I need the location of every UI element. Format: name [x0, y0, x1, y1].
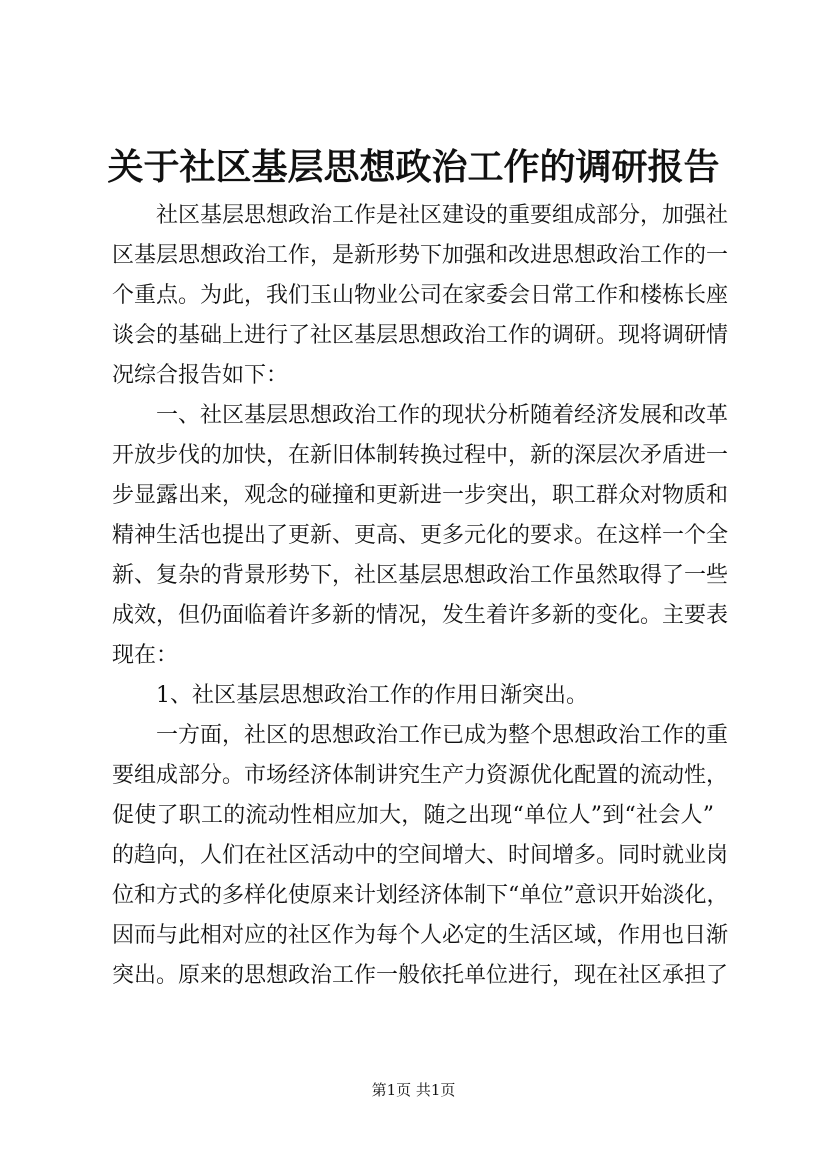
text-line: 因而与此相对应的社区作为每个人必定的生活区域，作用也日渐: [112, 923, 729, 948]
text-line: 1、社区基层思想政治工作的作用日渐突出。: [156, 683, 588, 708]
text-line: 要组成部分。市场经济体制讲究生产力资源优化配置的流动性，: [112, 763, 729, 788]
text-line: 区基层思想政治工作，是新形势下加强和改进思想政治工作的一: [112, 243, 729, 268]
paragraph-detail: [112, 716, 729, 996]
text-line: 个重点。为此，我们玉山物业公司在家委会日常工作和楼栋长座: [112, 283, 729, 308]
document-body: [112, 196, 729, 996]
text-line: 促使了职工的流动性相应加大，随之出现“单位人”到“社会人”: [112, 803, 714, 828]
text-line: 现在：: [112, 643, 179, 668]
paragraph-intro: [112, 196, 729, 396]
text-line: 社区基层思想政治工作是社区建设的重要组成部分，加强社: [156, 203, 729, 228]
text-line: 况综合报告如下：: [112, 363, 289, 388]
text-line: 的趋向，人们在社区活动中的空间增大、时间增多。同时就业岗: [112, 843, 729, 868]
page-title: 关于社区基层思想政治工作的调研报告: [107, 146, 720, 188]
text-line: 开放步伐的加快，在新旧体制转换过程中，新的深层次矛盾进一: [112, 443, 729, 468]
text-line: 突出。原来的思想政治工作一般依托单位进行，现在社区承担了: [112, 963, 729, 988]
text-line: 步显露出来，观念的碰撞和更新进一步突出，职工群众对物质和: [112, 483, 729, 508]
paragraph-subheading: [112, 676, 714, 716]
text-line: 新、复杂的背景形势下，社区基层思想政治工作虽然取得了一些: [112, 563, 729, 588]
text-line: 谈会的基础上进行了社区基层思想政治工作的调研。现将调研情: [112, 323, 729, 348]
text-line: 位和方式的多样化使原来计划经济体制下“单位”意识开始淡化，: [112, 883, 729, 908]
text-line: 一、社区基层思想政治工作的现状分析随着经济发展和改革: [156, 403, 729, 428]
page-number: 第1页 共1页: [371, 1081, 456, 1099]
text-line: 精神生活也提出了更新、更高、更多元化的要求。在这样一个全: [112, 523, 729, 548]
text-line: 成效，但仍面临着许多新的情况，发生着许多新的变化。主要表: [112, 603, 729, 628]
paragraph-section-one: [112, 396, 729, 676]
text-line: 一方面，社区的思想政治工作已成为整个思想政治工作的重: [156, 723, 729, 748]
